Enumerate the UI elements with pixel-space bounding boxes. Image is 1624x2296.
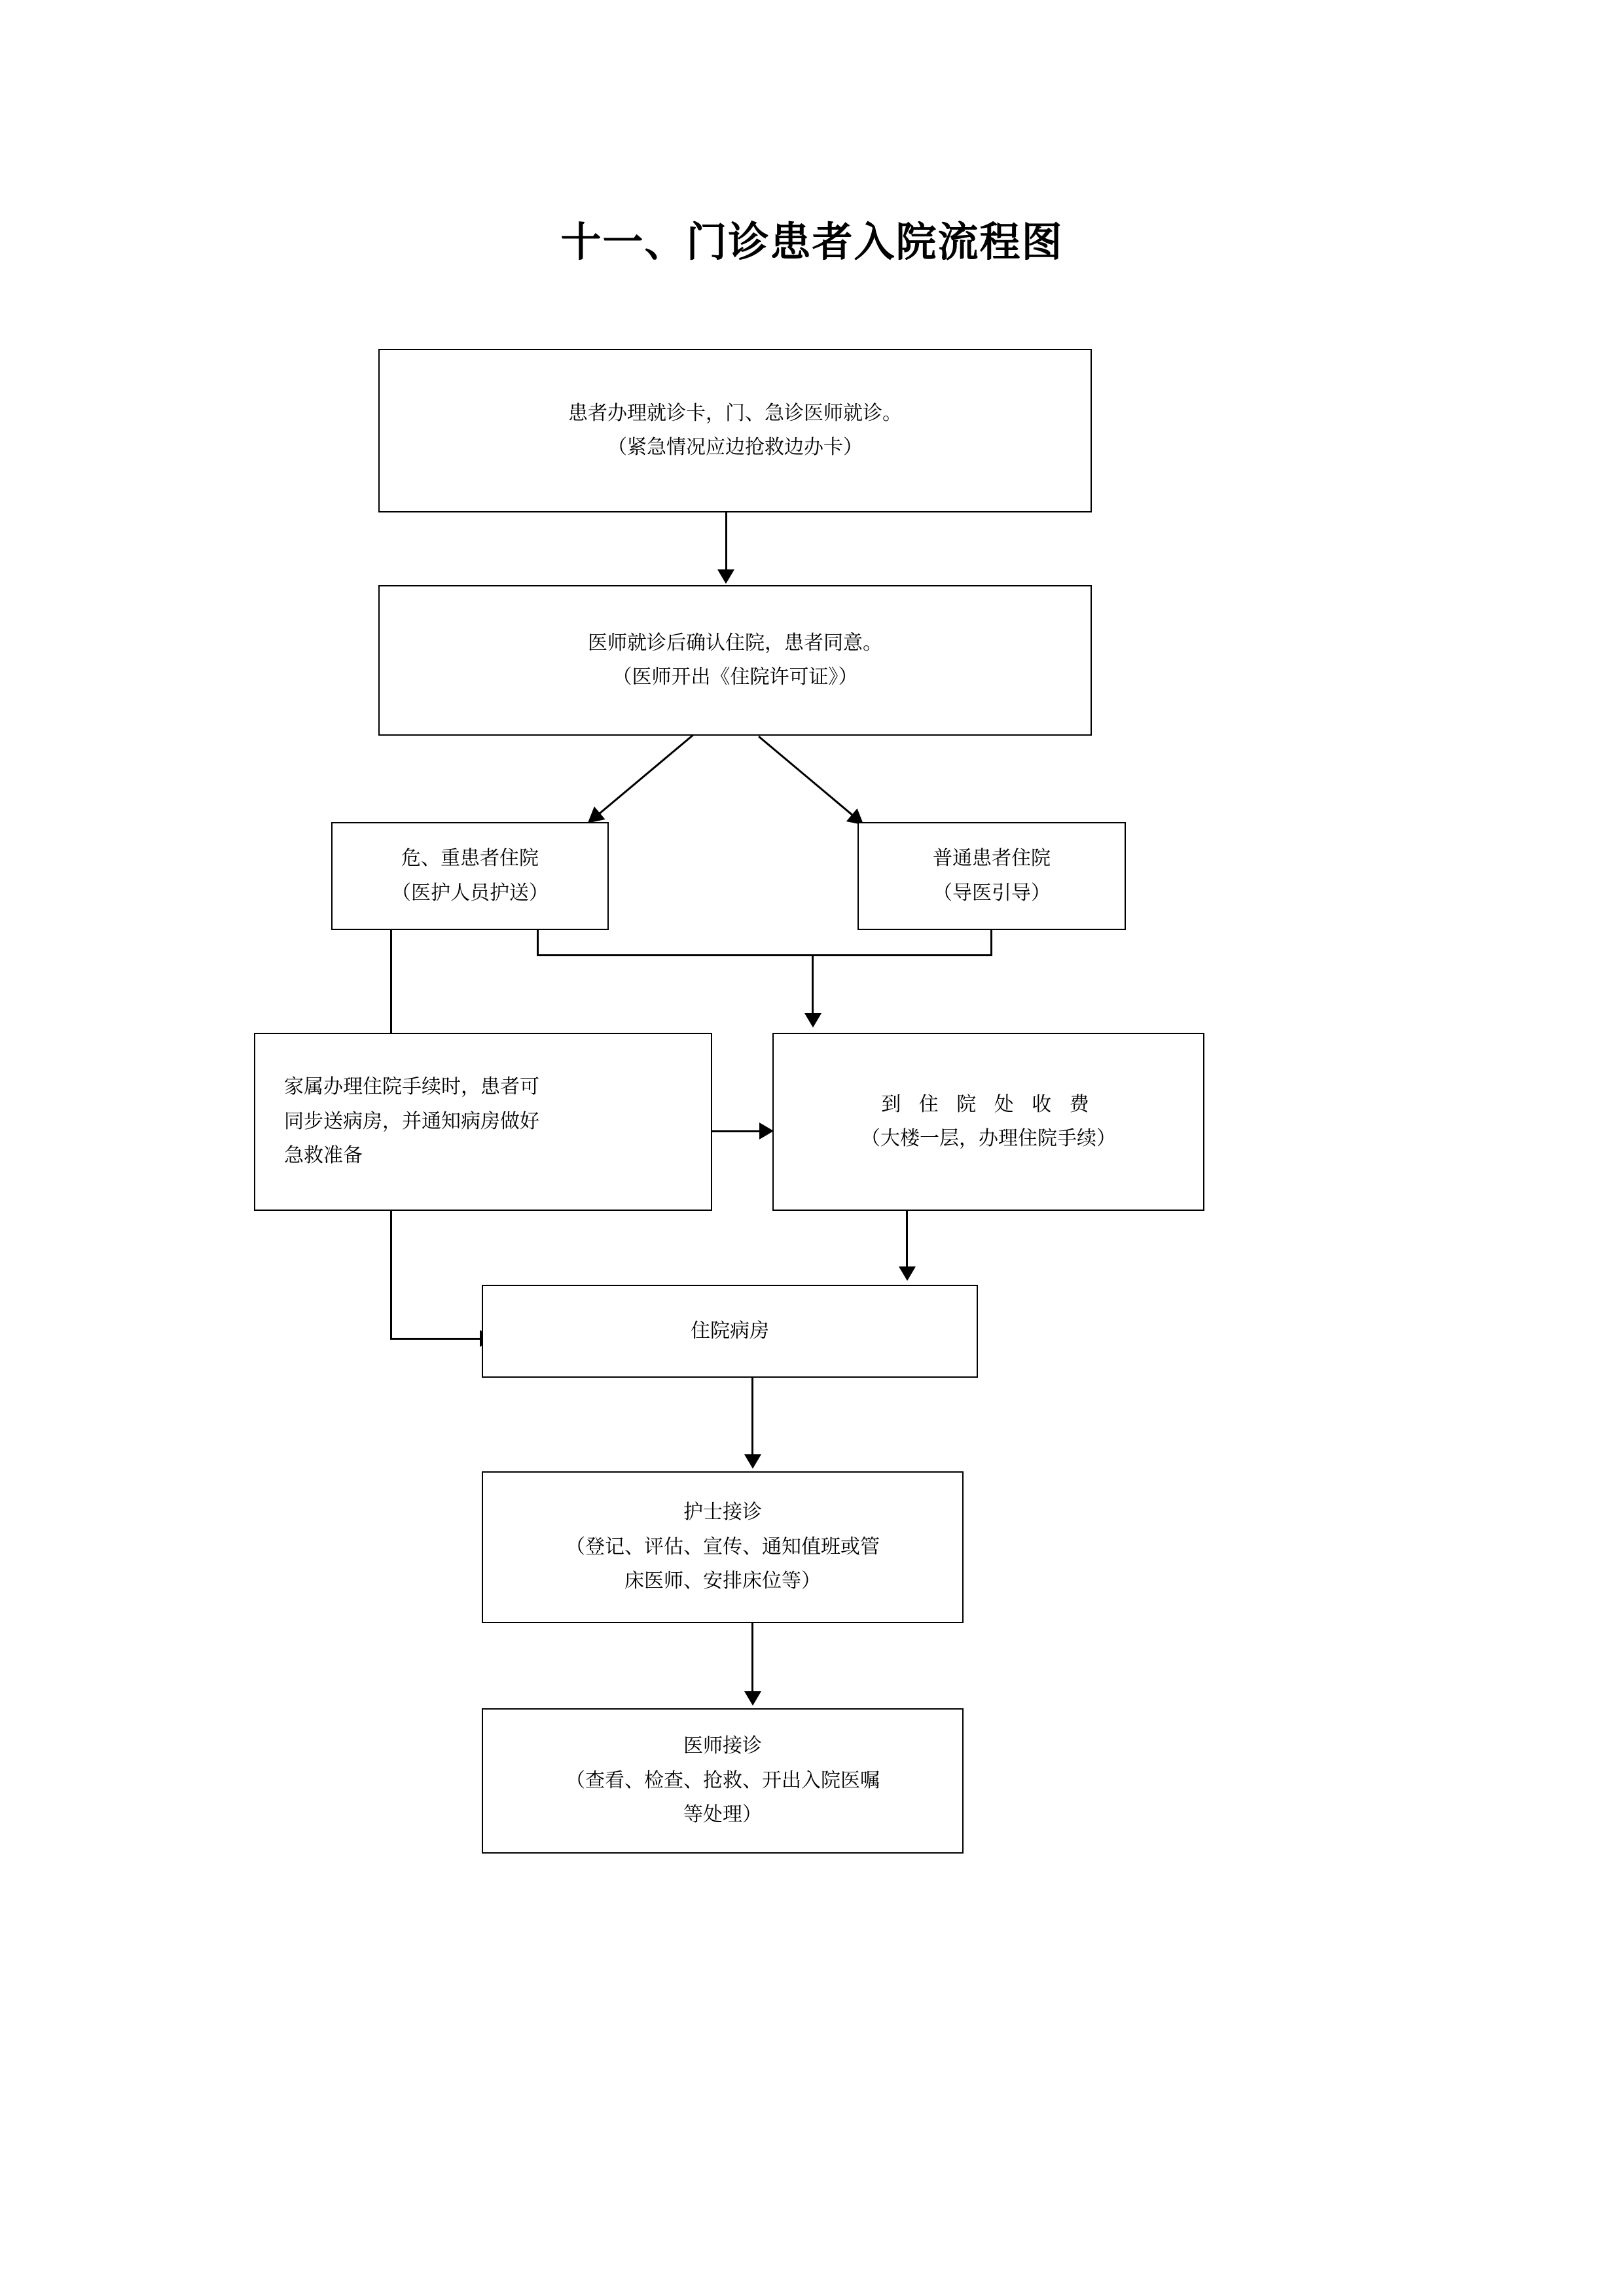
critical-patient-line-1: 危、重患者住院 [401, 848, 539, 869]
edge-register-to-confirm-shaft [725, 512, 727, 571]
doctor-reception-line-2: （查看、检查、抢救、开出入院医嘱 [566, 1769, 880, 1791]
nurse-reception-node [482, 1471, 964, 1623]
doctor-reception-line-3: 等处理） [683, 1804, 762, 1826]
family-procedure-line-1: 家属办理住院手续时，患者可 [284, 1076, 539, 1098]
confirm-admission-line-1: 医师就诊后确认住院，患者同意。 [588, 632, 882, 654]
confirm-admission-line-2: （医师开出《住院许可证》） [612, 666, 858, 688]
ordinary-patient-line-2: （导医引导） [933, 882, 1051, 904]
doctor-reception-node [482, 1708, 964, 1854]
register-card-node [378, 349, 1092, 512]
edge-nurse-to-doctor-arrowhead [744, 1691, 761, 1706]
page-title: 十一、门诊患者入院流程图 [560, 221, 1064, 265]
edge-to-payment-arrowhead [804, 1013, 821, 1028]
payment-node [772, 1033, 1204, 1211]
edge-ward-to-nurse-arrowhead [744, 1454, 761, 1469]
confirm-admission-node [378, 585, 1092, 736]
edge-payment-to-ward-shaft [906, 1211, 908, 1273]
nurse-reception-line-2: （登记、评估、宣传、通知值班或管 [566, 1535, 880, 1558]
ordinary-patient-line-1: 普通患者住院 [933, 848, 1051, 869]
edge-nurse-to-doctor-shaft [751, 1623, 753, 1696]
critical-patient-node [331, 822, 609, 930]
edge-critical-to-payment-horizontal [537, 954, 812, 956]
payment-line-2: （大楼一层，办理住院手续） [861, 1128, 1116, 1149]
payment-line-1: 到 住 院 处 收 费 [881, 1093, 1096, 1115]
edge-family-to-payment-arrowhead [759, 1122, 774, 1139]
edge-register-to-confirm-arrowhead [717, 569, 734, 584]
critical-patient-line-2: （医护人员护送） [391, 882, 549, 904]
inpatient-ward-label: 住院病房 [691, 1319, 769, 1342]
family-procedure-line-2: 同步送病房，并通知病房做好 [284, 1110, 539, 1132]
edge-critical-to-payment-stub [537, 930, 539, 956]
edge-ordinary-to-payment-horizontal [812, 954, 992, 956]
edge-ordinary-to-payment-stub [990, 930, 992, 956]
edge-ward-to-nurse-shaft [751, 1378, 753, 1460]
register-card-line-1: 患者办理就诊卡，门、急诊医师就诊。 [568, 402, 902, 424]
register-card-line-2: （紧急情况应边抢救边办卡） [607, 437, 863, 458]
edge-critical-to-ward-horizontal [390, 1338, 482, 1340]
nurse-reception-line-3: 床医师、安排床位等） [624, 1570, 821, 1592]
family-procedure-node [254, 1033, 712, 1211]
ordinary-patient-node [857, 822, 1126, 930]
nurse-reception-line-1: 护士接诊 [683, 1501, 762, 1524]
doctor-reception-line-1: 医师接诊 [683, 1735, 762, 1757]
edge-to-payment-trunk [812, 954, 814, 1020]
edge-payment-to-ward-arrowhead [899, 1266, 916, 1281]
family-procedure-line-3: 急救准备 [284, 1145, 363, 1167]
inpatient-ward-node [482, 1285, 978, 1378]
